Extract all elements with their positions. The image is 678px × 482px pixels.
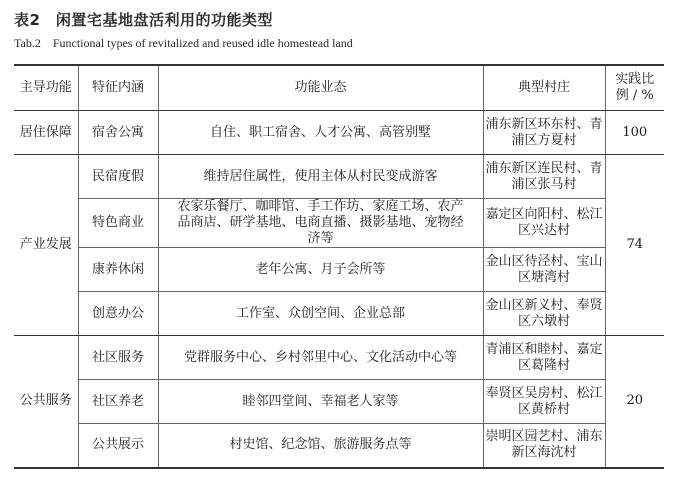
business-cell: 党群服务中心、乡村邻里中心、文化活动中心等: [158, 336, 483, 380]
table-title-en: Tab.2 Functional types of revitalized and reused idle homestead land: [14, 36, 353, 50]
villages-cell: 金山区新义村、奉贤区六墩村: [483, 292, 605, 336]
main-function-cell: 居住保障: [14, 111, 78, 155]
business-cell: 睦邻四堂间、幸福老人家等: [158, 380, 483, 424]
feature-cell: 康养休闲: [78, 248, 158, 292]
header-ratio: 实践比例 / %: [605, 65, 664, 111]
table-row: [14, 336, 664, 380]
villages-cell: 金山区待泾村、宝山区塘湾村: [483, 248, 605, 292]
header-feature: 特征内涵: [78, 65, 158, 111]
feature-cell: 宿舍公寓: [78, 111, 158, 155]
table-row: [14, 248, 664, 292]
header-villages: 典型村庄: [483, 65, 605, 111]
villages-cell: 青浦区和睦村、嘉定区葛隆村: [483, 336, 605, 380]
business-cell: 维持居住属性，使用主体从村民变成游客: [158, 155, 483, 199]
business-cell: 自住、职工宿舍、人才公寓、高管别墅: [158, 111, 483, 155]
villages-cell: 奉贤区吴房村、松江区黄桥村: [483, 380, 605, 424]
ratio-cell: 20: [605, 336, 664, 468]
business-cell: 工作室、众创空间、企业总部: [158, 292, 483, 336]
table-row: [14, 155, 664, 199]
table-row: [14, 111, 664, 155]
header-main-function: 主导功能: [14, 65, 78, 111]
villages-cell: 浦东新区环东村、青浦区方夏村: [483, 111, 605, 155]
table-row: [14, 424, 664, 468]
table-row: [14, 380, 664, 424]
ratio-cell: 100: [605, 111, 664, 155]
main-function-cell: 产业发展: [14, 155, 78, 336]
business-cell: 村史馆、纪念馆、旅游服务点等: [158, 424, 483, 468]
business-cell: 农家乐餐厅、咖啡馆、手工作坊、家庭工场、农产品商店、研学基地、电商直播、摄影基地、宠物经济等: [158, 199, 483, 248]
ratio-cell: 74: [605, 155, 664, 336]
table-row: [14, 292, 664, 336]
main-function-cell: 公共服务: [14, 336, 78, 468]
feature-cell: 民宿度假: [78, 155, 158, 199]
feature-cell: 公共展示: [78, 424, 158, 468]
function-types-table: [14, 64, 664, 469]
feature-cell: 创意办公: [78, 292, 158, 336]
villages-cell: 浦东新区连民村、青浦区张马村: [483, 155, 605, 199]
feature-cell: 社区服务: [78, 336, 158, 380]
header-business: 功能业态: [158, 65, 483, 111]
table-title-cn: 表2 闲置宅基地盘活利用的功能类型: [14, 11, 273, 29]
feature-cell: 社区养老: [78, 380, 158, 424]
villages-cell: 崇明区园艺村、浦东新区海沈村: [483, 424, 605, 468]
table-row: [14, 199, 664, 248]
feature-cell: 特色商业: [78, 199, 158, 248]
table-header-row: [14, 65, 664, 111]
business-cell: 老年公寓、月子会所等: [158, 248, 483, 292]
villages-cell: 嘉定区向阳村、松江区兴达村: [483, 199, 605, 248]
